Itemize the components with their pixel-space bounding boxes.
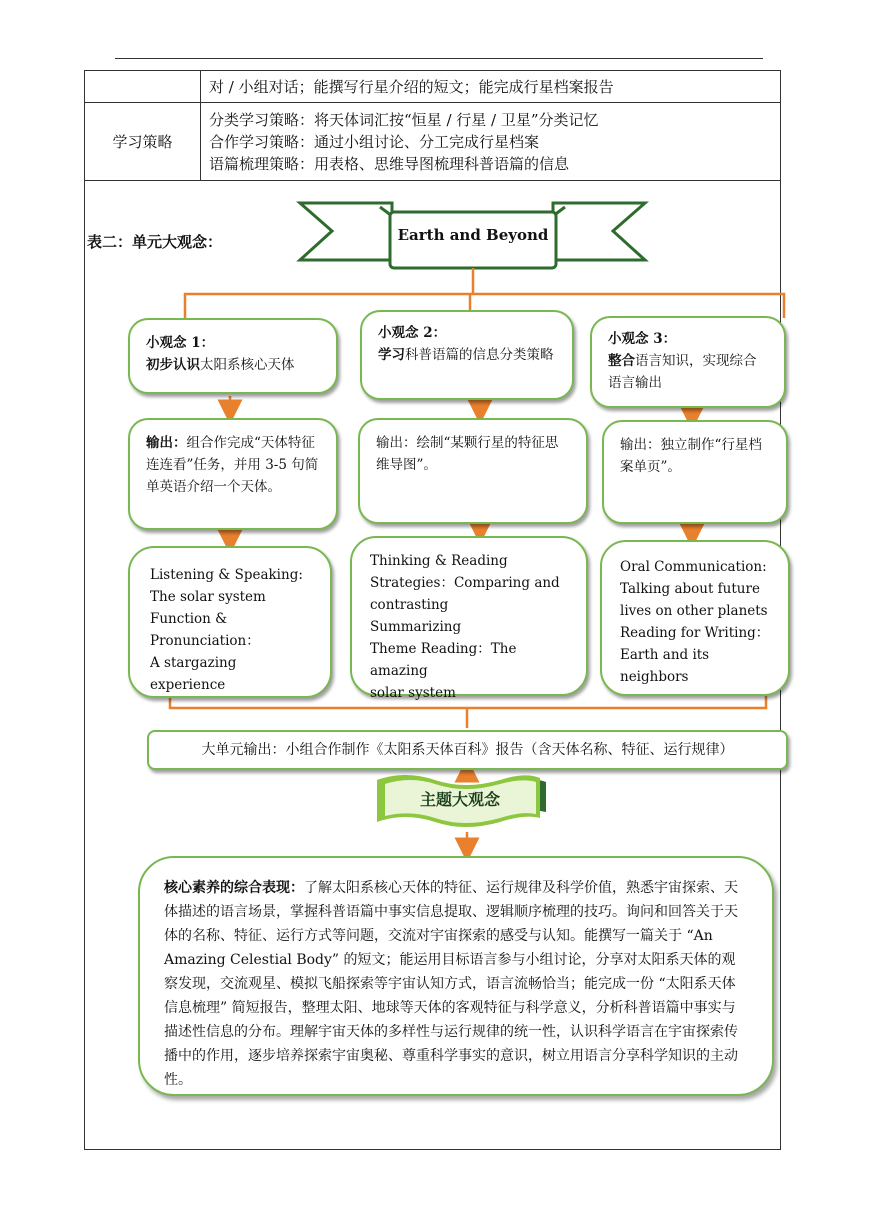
- lessons-box-2: [350, 536, 588, 701]
- output-box-1: [128, 418, 338, 530]
- concept-text: 科普语篇的信息分类策略: [405, 347, 554, 363]
- lesson-line: Oral Communication:: [620, 559, 767, 575]
- strategy-line: 分类学习策略：将天体词汇按“恒星 / 行星 / 卫星”分类记忆: [209, 110, 599, 129]
- concept-bold: 学习: [378, 347, 405, 363]
- concept-bold: 整合: [608, 353, 635, 369]
- lesson-line: Summarizing: [370, 619, 462, 635]
- unit-output-bar: 大单元输出：小组合作制作《太阳系天体百科》报告（含天体名称、特征、运行规律）: [147, 730, 788, 770]
- output-text: 独立制作“行星档案单页”。: [620, 437, 762, 475]
- lesson-line: The solar system: [150, 589, 266, 605]
- lessons-box-1: [128, 546, 332, 698]
- core-label: 核心素养的综合表现：: [164, 880, 304, 896]
- concept-bold: 初步认识: [146, 357, 200, 373]
- lesson-line: Listening & Speaking:: [150, 567, 303, 583]
- lesson-line: Pronunciation：: [150, 633, 260, 649]
- lesson-line: Talking about future: [620, 581, 760, 597]
- core-competency-box: [138, 856, 774, 1096]
- section-label: 表二：单元大观念：: [87, 233, 223, 251]
- lessons-box-3: [600, 540, 790, 696]
- lesson-line: Strategies：Comparing and: [370, 575, 560, 591]
- banner-title: Earth and Beyond: [397, 226, 549, 244]
- concept-box-2: [360, 310, 574, 400]
- concept-text: 语言知识，实现综合语言输出: [608, 353, 757, 391]
- output-label: 输出：: [376, 435, 417, 451]
- concept-text: 太阳系核心天体: [200, 357, 295, 373]
- lesson-line: A stargazing experience: [150, 655, 237, 693]
- output-text: 组合作完成“天体特征连连看”任务，并用 3-5 句简单英语介绍一个天体。: [146, 435, 319, 495]
- output-box-3: [602, 420, 788, 524]
- concept-title: 小观念 3：: [608, 331, 677, 347]
- concept-title: 小观念 1：: [146, 335, 215, 351]
- lesson-line: solar system: [370, 685, 456, 701]
- row1-value: 对 / 小组对话；能撰写行星介绍的短文；能完成行星档案报告: [201, 71, 781, 103]
- output-text: 绘制“某颗行星的特征思维导图”。: [376, 435, 559, 473]
- concept-title: 小观念 2：: [378, 325, 447, 341]
- lesson-line: Thinking & Reading: [370, 553, 508, 569]
- output-label: 输出：: [620, 437, 661, 453]
- row2-label: 学习策略: [85, 103, 201, 181]
- strategy-line: 语篇梳理策略：用表格、思维导图梳理科普语篇的信息: [209, 154, 570, 173]
- lesson-line: Theme Reading：The amazing: [370, 641, 517, 679]
- lesson-line: Reading for Writing：: [620, 625, 770, 641]
- lesson-line: Earth and its neighbors: [620, 647, 710, 685]
- concept-box-3: [590, 316, 786, 408]
- lesson-line: contrasting: [370, 597, 449, 613]
- core-text: 了解太阳系核心天体的特征、运行规律及科学价值，熟悉宇宙探索、天体描述的语言场景，掌握科普语篇中事实信息提取、逻辑顺序梳理的技巧。询问和回答关于天体的名称、特征、运行方式等问题，交流对宇宙探索的感受与认知。能撰写一篇关于 “An Amazing Celestial Body” 的短文；能运用目标语言参与小组讨论，分享对太阳系天体的观察发现，交流观星、模拟飞船探索等宇宙认知方式，语言流畅恰当；能完成一份 “太阳系天体信息梳理” 简短报告，整理太阳、地球等天体的客观特征与科学意义，分析科普语篇中事实与描述性信息的分布。理解宇宙天体的多样性与运行规律的统一性，认识科学语言在宇宙探索传播中的作用，逐步培养探索宇宙奥秘、尊重科学事实的意识，树立用语言分享科学知识的主动性。: [164, 880, 738, 1088]
- strategy-line: 合作学习策略：通过小组讨论、分工完成行星档案: [209, 132, 540, 151]
- theme-banner-label: 主题大观念: [419, 790, 500, 809]
- lesson-line: lives on other planets: [620, 603, 768, 619]
- lesson-line: Function &: [150, 611, 228, 627]
- output-box-2: [358, 418, 588, 524]
- output-label: 输出：: [146, 435, 187, 451]
- concept-box-1: [128, 318, 338, 394]
